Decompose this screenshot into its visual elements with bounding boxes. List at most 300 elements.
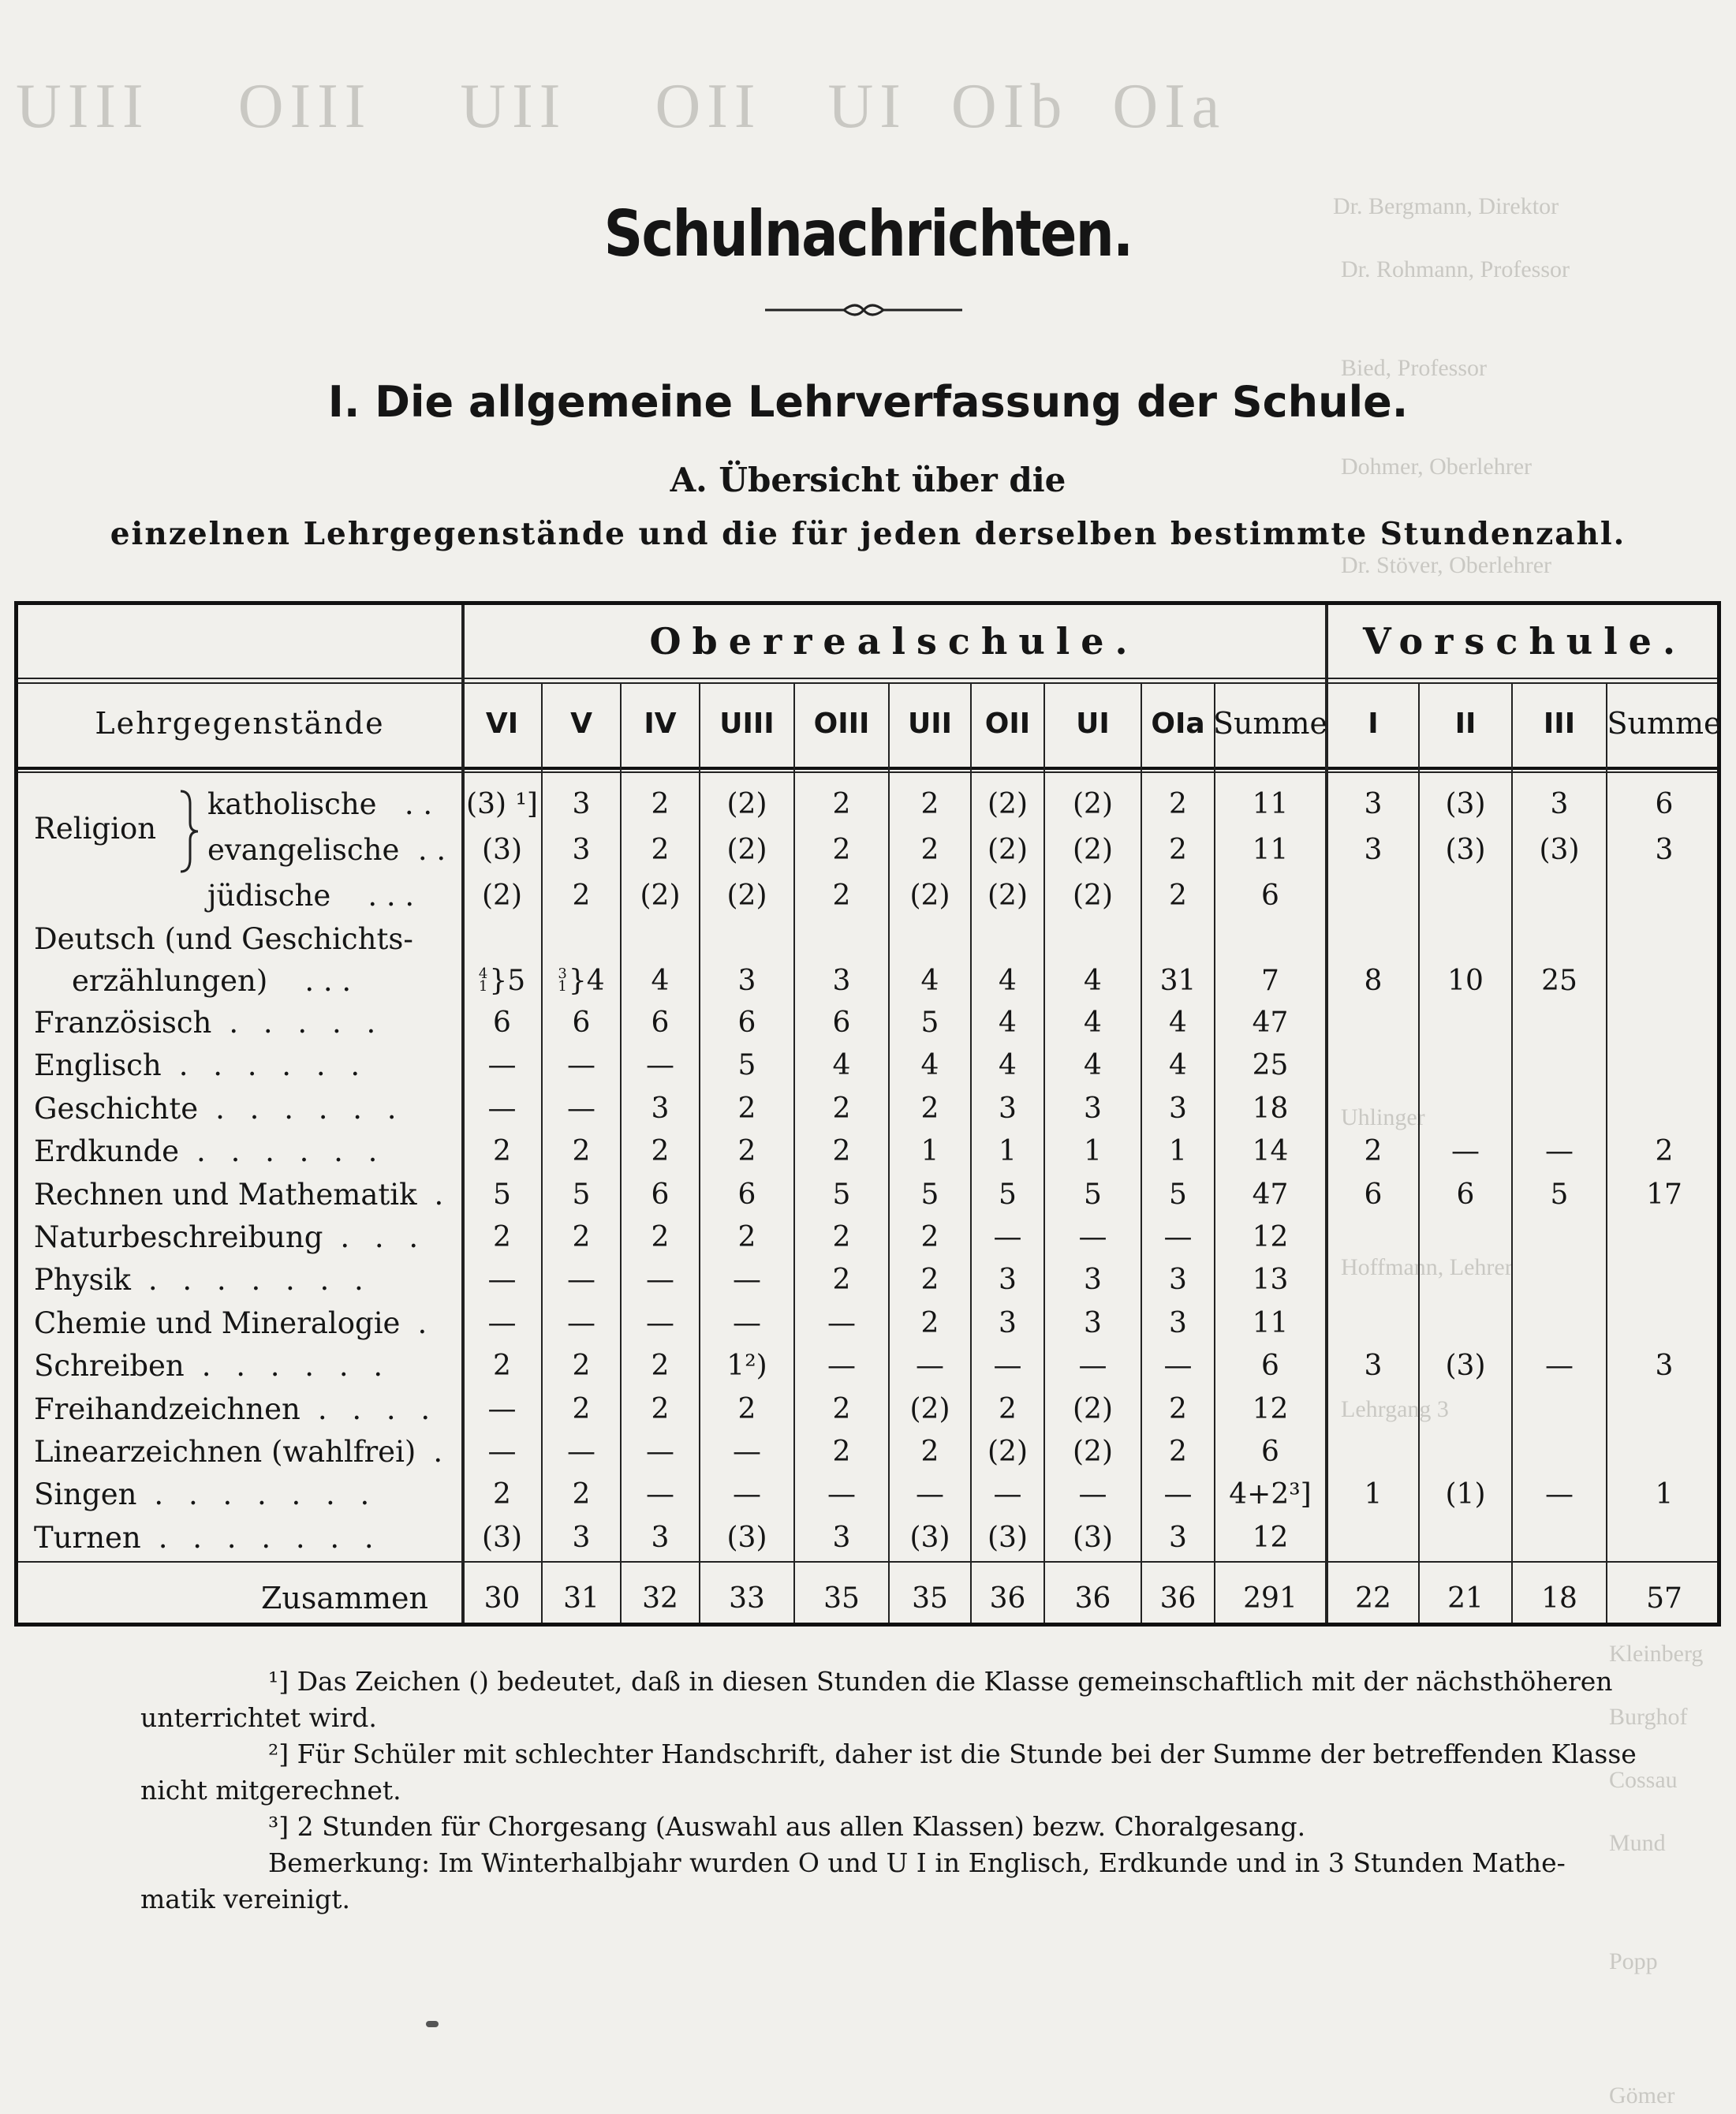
- subject-label-group: [34, 1216, 426, 1258]
- leader-dots: . . . .: [317, 1391, 439, 1426]
- table-cell: —: [733, 1477, 761, 1511]
- table-cell: 2: [651, 1220, 670, 1253]
- table-cell: 2: [737, 1220, 756, 1253]
- table-cell: 2: [1655, 1134, 1674, 1167]
- table-cell: (3): [726, 1521, 767, 1554]
- table-cell: —: [646, 1477, 674, 1511]
- table-cell: —: [1163, 1477, 1193, 1511]
- table-cell: 2: [572, 1392, 591, 1425]
- table-cell: 6: [737, 1006, 756, 1039]
- subject-label-group: [34, 1130, 385, 1172]
- column-header: Summe: [1212, 706, 1328, 741]
- table-cell: 2: [737, 1134, 756, 1167]
- ornament-divider: [765, 298, 962, 322]
- table-cell: 2: [651, 787, 670, 820]
- table-cell: 2: [572, 879, 591, 912]
- table-cell: (3) ¹]: [466, 787, 538, 820]
- table-cell: 11: [1252, 787, 1289, 820]
- table-cell: 2: [651, 1392, 670, 1425]
- table-cell: —: [567, 1435, 595, 1468]
- subsection-heading: A. Übersicht über die: [670, 461, 1066, 499]
- table-cell: 2: [920, 1435, 939, 1468]
- footnote-2-continued: nicht mitgerechnet.: [140, 1775, 401, 1806]
- column-header: V: [570, 707, 592, 740]
- leader-dots: . . .: [368, 878, 415, 913]
- table-cell: 4: [920, 1048, 939, 1081]
- table-cell: 1²): [726, 1349, 767, 1382]
- table-cell: 3: [1169, 1306, 1187, 1339]
- table-cell: 2: [832, 787, 851, 820]
- bleed-through-text: Lehrgang 3: [1341, 1396, 1449, 1422]
- leader-dots: . . . . . . .: [154, 1477, 378, 1511]
- table-cell: (3): [1445, 833, 1486, 866]
- footnote-2: ²] Für Schüler mit schlechter Handschrift, daher ist die Stunde bei der Summe der betreffenden Klasse: [268, 1739, 1637, 1769]
- table-cell: 2: [651, 833, 670, 866]
- bleed-through-header: UIII OIII UII OII UI OIb OIa: [16, 72, 1226, 141]
- table-cell: 4: [651, 964, 670, 997]
- table-row: [18, 1087, 1717, 1130]
- leader-dots: . .: [404, 786, 433, 821]
- group-header-oberrealschule: Oberrealschule.: [649, 620, 1139, 663]
- table-cell: 291: [1243, 1582, 1297, 1615]
- table-cell: (2): [640, 879, 681, 912]
- table-cell: 3: [651, 1521, 670, 1554]
- subject-label-group: [34, 1173, 451, 1216]
- leader-dots: . . . . . . .: [158, 1520, 382, 1555]
- column-header: VI: [485, 707, 519, 740]
- page-title: Schulnachrichten.: [603, 197, 1133, 271]
- table-cell: —: [487, 1392, 517, 1425]
- table-cell: (3): [482, 1521, 522, 1554]
- table-rule: [18, 767, 1717, 770]
- table-cell: 3: [572, 833, 591, 866]
- leader-dots: . . . . .: [229, 1005, 384, 1040]
- subject-label-group: [34, 1344, 390, 1387]
- leader-dots: . . .: [304, 963, 352, 998]
- table-cell: 2: [920, 1306, 939, 1339]
- table-cell: 1: [1655, 1477, 1674, 1511]
- subject-label-group: [34, 1087, 405, 1130]
- table-rule: [18, 771, 1717, 773]
- table-cell: —: [1163, 1349, 1193, 1382]
- table-cell: 3: [1169, 1263, 1187, 1296]
- table-cell: 2: [832, 1220, 851, 1253]
- subject-label-group: [34, 1516, 382, 1559]
- table-cell: 6: [1655, 787, 1674, 820]
- table-cell: (3): [482, 833, 522, 866]
- subject-label: Physik: [34, 1262, 131, 1297]
- table-row: [18, 1302, 1717, 1344]
- bleed-through-text: Mund: [1609, 1830, 1666, 1856]
- table-cell: 2: [920, 833, 939, 866]
- column-header: IV: [644, 707, 677, 740]
- table-cell: 2: [1169, 879, 1187, 912]
- table-cell: —: [567, 1048, 595, 1081]
- table-cell: 2: [920, 1092, 939, 1125]
- subject-label: katholische: [207, 786, 377, 821]
- table-cell: —: [1163, 1220, 1193, 1253]
- table-cell: 2: [999, 1392, 1017, 1425]
- subject-column-header: Lehrgegenstände: [95, 706, 385, 741]
- religion-subject-label: [207, 782, 432, 825]
- column-header: I: [1368, 707, 1379, 740]
- stack-bottom: 1: [478, 978, 488, 995]
- table-cell: 32: [642, 1582, 678, 1615]
- table-cell: 36: [1159, 1582, 1197, 1615]
- leader-dots: . . . . . . .: [147, 1262, 371, 1297]
- bleed-through-text: Dr. Rohmann, Professor: [1341, 256, 1570, 282]
- table-cell: 3: [1084, 1263, 1102, 1296]
- stack-bottom: 1: [558, 978, 567, 995]
- table-cell: —: [916, 1477, 944, 1511]
- table-cell: —: [646, 1306, 674, 1339]
- table-cell: 13: [1252, 1263, 1289, 1296]
- table-cell: 12: [1252, 1392, 1289, 1425]
- subject-label-group: [34, 1302, 435, 1344]
- table-cell: 1: [999, 1134, 1017, 1167]
- table-cell: 4: [1084, 1006, 1102, 1039]
- table-cell: 2: [920, 1263, 939, 1296]
- subject-label: Französisch: [34, 1005, 212, 1040]
- table-cell: 11: [1252, 1306, 1289, 1339]
- table-cell: —: [646, 1435, 674, 1468]
- cell-value: 4: [586, 964, 605, 997]
- table-cell: 2: [737, 1392, 756, 1425]
- religion-label: Religion: [34, 811, 157, 846]
- table-cell: 6: [1261, 1349, 1279, 1382]
- subject-label-group: [34, 1388, 438, 1430]
- column-header: UI: [1076, 707, 1110, 740]
- table-cell: (2): [1073, 1435, 1113, 1468]
- table-cell: 35: [823, 1582, 860, 1615]
- table-cell: 6: [1364, 1178, 1383, 1211]
- table-cell: 6: [737, 1178, 756, 1211]
- table-cell: 3: [1550, 787, 1569, 820]
- table-cell: —: [1545, 1349, 1574, 1382]
- table-cell: 2: [832, 1392, 851, 1425]
- column-header: Summe: [1607, 706, 1722, 741]
- table-cell: 57: [1646, 1582, 1682, 1615]
- footnote-1: ¹] Das Zeichen () bedeutet, daß in diesen Stunden die Klasse gemeinschaftlich mit der nächsthöheren: [268, 1666, 1613, 1697]
- table-cell: 2: [651, 1349, 670, 1382]
- table-cell: —: [993, 1349, 1022, 1382]
- table-cell: 12: [1252, 1220, 1289, 1253]
- column-header: OII: [984, 707, 1031, 740]
- table-cell: 25: [1541, 964, 1577, 997]
- table-cell: 4: [1169, 1048, 1187, 1081]
- table-cell: 3: [1655, 1349, 1674, 1382]
- table-cell: 47: [1252, 1006, 1289, 1039]
- table-cell: —: [1078, 1220, 1107, 1253]
- subject-label-group: [34, 1044, 368, 1086]
- subject-label: evangelische: [207, 832, 400, 867]
- table-cell: 6: [1261, 879, 1279, 912]
- table-cell: 2: [651, 1134, 670, 1167]
- table-cell: 3: [999, 1306, 1017, 1339]
- table-cell: 14: [1252, 1134, 1289, 1167]
- column-header: UIII: [719, 707, 775, 740]
- table-cell: 47: [1252, 1178, 1289, 1211]
- table-cell: (3): [1445, 1349, 1486, 1382]
- table-row: [18, 1516, 1717, 1559]
- table-cell: 1: [920, 1134, 939, 1167]
- table-cell: 6: [651, 1178, 670, 1211]
- table-cell: —: [646, 1048, 674, 1081]
- table-cell: (3): [1073, 1521, 1113, 1554]
- leader-dots: .: [434, 1177, 452, 1212]
- table-cell: 8: [1364, 964, 1383, 997]
- table-cell: 2: [493, 1349, 511, 1382]
- subject-label: Chemie und Mineralogie: [34, 1305, 401, 1340]
- table-cell: 2: [1169, 1435, 1187, 1468]
- table-cell: 17: [1646, 1178, 1682, 1211]
- table-cell: 2: [572, 1220, 591, 1253]
- leader-dots: . . . . . .: [178, 1048, 368, 1082]
- table-cell: —: [1078, 1477, 1107, 1511]
- table-cell: 2: [832, 1092, 851, 1125]
- table-cell: 2: [1169, 787, 1187, 820]
- remark-continued: matik vereinigt.: [140, 1884, 350, 1914]
- stacked-fraction: [478, 965, 488, 995]
- table-cell: 3: [1364, 1349, 1383, 1382]
- table-cell: 4: [1084, 964, 1102, 997]
- table-cell: 10: [1447, 964, 1484, 997]
- table-cell: 5: [1084, 1178, 1102, 1211]
- column-header: III: [1543, 707, 1576, 740]
- table-cell: 7: [1261, 964, 1279, 997]
- table-row: [18, 1258, 1717, 1301]
- table-row: [18, 828, 1717, 871]
- leader-dots: .: [417, 1305, 435, 1340]
- table-row: [18, 1173, 1717, 1216]
- table-cell: —: [916, 1349, 944, 1382]
- table-cell: —: [733, 1435, 761, 1468]
- table-cell: 5: [737, 1048, 756, 1081]
- table-cell: (2): [1073, 787, 1113, 820]
- bleed-through-text: Popp: [1609, 1948, 1658, 1974]
- table-cell: —: [1451, 1134, 1480, 1167]
- table-cell: —: [487, 1092, 517, 1125]
- table-cell: 18: [1541, 1582, 1577, 1615]
- table-cell: (2): [987, 787, 1028, 820]
- table-cell: 4 1 } 5: [478, 964, 526, 997]
- table-cell: —: [487, 1048, 517, 1081]
- religion-subject-label: [207, 874, 414, 917]
- total-label: Zusammen: [260, 1581, 428, 1615]
- table-cell: (2): [1073, 1392, 1113, 1425]
- table-cell: (2): [909, 1392, 950, 1425]
- table-row: [18, 874, 1717, 917]
- table-cell: 3: [999, 1263, 1017, 1296]
- table-cell: —: [567, 1092, 595, 1125]
- religion-subject-label: [207, 828, 446, 871]
- group-header-vorschule: Vorschule.: [1363, 620, 1686, 663]
- table-cell: 1: [1084, 1134, 1102, 1167]
- leader-dots: . .: [417, 832, 446, 867]
- table-cell: 6: [493, 1006, 511, 1039]
- leader-dots: .: [433, 1434, 451, 1469]
- bleed-through-text: Kleinberg: [1609, 1641, 1704, 1667]
- table-cell: 6: [572, 1006, 591, 1039]
- table-rule: [18, 1561, 1717, 1563]
- subject-label-group: [34, 1473, 377, 1515]
- table-row: [18, 1344, 1717, 1387]
- table-cell: 3: [1169, 1092, 1187, 1125]
- table-cell: —: [993, 1220, 1022, 1253]
- subject-label-group: [34, 1258, 371, 1301]
- table-cell: 4+2³]: [1229, 1477, 1312, 1511]
- table-cell: (2): [482, 879, 522, 912]
- subject-label-group: [34, 1001, 383, 1044]
- table-cell: 3: [651, 1092, 670, 1125]
- table-cell: (2): [909, 879, 950, 912]
- table-cell: 36: [989, 1582, 1026, 1615]
- subject-label: Schreiben: [34, 1348, 185, 1383]
- table-cell: 33: [729, 1582, 765, 1615]
- table-cell: 3: [1169, 1521, 1187, 1554]
- table-cell: 5: [920, 1178, 939, 1211]
- table-cell: 4: [832, 1048, 851, 1081]
- table-cell: 4: [999, 964, 1017, 997]
- table-cell: 3: [1364, 787, 1383, 820]
- table-cell: 2: [832, 879, 851, 912]
- table-cell: 3: [572, 787, 591, 820]
- bleed-through-text: Bied, Professor: [1341, 355, 1487, 381]
- table-cell: (3): [1539, 833, 1580, 866]
- table-cell: 3: [832, 1521, 851, 1554]
- stacked-fraction: [558, 965, 567, 995]
- table-cell: 31: [563, 1582, 599, 1615]
- bleed-through-text: Hoffmann, Lehrer: [1341, 1254, 1513, 1280]
- table-row-label-line: [18, 917, 1717, 960]
- table-cell: —: [827, 1306, 856, 1339]
- table-cell: 5: [920, 1006, 939, 1039]
- table-cell: 36: [1074, 1582, 1111, 1615]
- table-cell: 12: [1252, 1521, 1289, 1554]
- table-cell: 6: [832, 1006, 851, 1039]
- table-cell: 4: [999, 1048, 1017, 1081]
- lesson-table: [14, 601, 1721, 1627]
- table-cell: 3: [572, 1521, 591, 1554]
- table-cell: —: [733, 1306, 761, 1339]
- table-cell: 5: [999, 1178, 1017, 1211]
- table-cell: 5: [832, 1178, 851, 1211]
- table-cell: (2): [987, 879, 1028, 912]
- column-header: UII: [907, 707, 953, 740]
- table-cell: —: [1545, 1134, 1574, 1167]
- footnote-3: ³] 2 Stunden für Chorgesang (Auswahl aus allen Klassen) bezw. Choralgesang.: [268, 1811, 1306, 1842]
- subject-label: Englisch: [34, 1048, 162, 1082]
- total-row: [18, 1577, 1717, 1619]
- table-cell: —: [993, 1477, 1022, 1511]
- table-cell: 31: [1159, 964, 1197, 997]
- table-cell: 4: [1169, 1006, 1187, 1039]
- bleed-through-text: Gömer: [1609, 2082, 1675, 2108]
- section-heading: I. Die allgemeine Lehrverfassung der Schule.: [327, 377, 1409, 427]
- table-cell: 2: [572, 1477, 591, 1511]
- table-cell: 6: [1456, 1178, 1475, 1211]
- subject-label: erzählungen): [72, 963, 268, 998]
- table-cell: 3: [999, 1092, 1017, 1125]
- stack-top: 3: [558, 965, 567, 982]
- table-cell: (2): [1073, 833, 1113, 866]
- table-row: [18, 1430, 1717, 1473]
- subject-label: Deutsch (und Geschichts-: [34, 921, 413, 956]
- subject-label: jüdische: [207, 878, 331, 913]
- table-cell: 30: [483, 1582, 521, 1615]
- table-cell: —: [487, 1306, 517, 1339]
- table-cell: 11: [1252, 833, 1289, 866]
- table-cell: —: [827, 1349, 856, 1382]
- table-cell: 2: [1169, 833, 1187, 866]
- table-cell: 2: [1169, 1392, 1187, 1425]
- bleed-through-text: Dr. Stöver, Oberlehrer: [1341, 552, 1552, 578]
- table-cell: 3 1 } 4: [558, 964, 605, 997]
- table-cell: 22: [1355, 1582, 1391, 1615]
- table-cell: 5: [493, 1178, 511, 1211]
- subject-label: Erdkunde: [34, 1134, 180, 1168]
- table-cell: 2: [832, 1134, 851, 1167]
- table-cell: 1: [1364, 1477, 1383, 1511]
- bleed-through-text: Burghof: [1609, 1704, 1688, 1730]
- stack-top: 4: [478, 965, 488, 982]
- table-row: [18, 1130, 1717, 1172]
- bleed-through-text: Dohmer, Oberlehrer: [1341, 454, 1533, 480]
- table-cell: 1: [1169, 1134, 1187, 1167]
- table-cell: (3): [909, 1521, 950, 1554]
- remark: Bemerkung: Im Winterhalbjahr wurden O und U I in Englisch, Erdkunde und in 3 Stunden Mathe-: [268, 1847, 1566, 1878]
- table-cell: (1): [1445, 1477, 1486, 1511]
- table-cell: 6: [651, 1006, 670, 1039]
- table-cell: 2: [572, 1349, 591, 1382]
- table-cell: 35: [912, 1582, 948, 1615]
- table-cell: (2): [726, 879, 767, 912]
- table-row: [18, 1001, 1717, 1044]
- table-cell: (3): [987, 1521, 1028, 1554]
- table-row: [18, 1473, 1717, 1515]
- subject-label: Naturbeschreibung: [34, 1219, 323, 1254]
- subject-label-group: [34, 1430, 450, 1473]
- table-cell: —: [567, 1306, 595, 1339]
- table-cell: 3: [1655, 833, 1674, 866]
- table-row: [18, 782, 1717, 825]
- table-cell: (2): [726, 787, 767, 820]
- table-cell: —: [646, 1263, 674, 1296]
- table-cell: (3): [1445, 787, 1486, 820]
- table-cell: (2): [987, 833, 1028, 866]
- leader-dots: . . .: [340, 1219, 427, 1254]
- column-header: II: [1454, 707, 1477, 740]
- subject-label: Turnen: [34, 1520, 141, 1555]
- table-cell: 2: [920, 1220, 939, 1253]
- leader-dots: . . . . . .: [201, 1348, 391, 1383]
- subject-label: Geschichte: [34, 1091, 199, 1126]
- table-cell: 3: [1364, 833, 1383, 866]
- table-cell: 2: [832, 833, 851, 866]
- table-row: [18, 1388, 1717, 1430]
- subject-label: Singen: [34, 1477, 137, 1511]
- table-cell: —: [1545, 1477, 1574, 1511]
- table-cell: 2: [920, 787, 939, 820]
- table-row: [18, 1216, 1717, 1258]
- subsection-heading-line2: einzelnen Lehrgegenstände und die für jeden derselben bestimmte Stundenzahl.: [110, 516, 1626, 552]
- table-cell: —: [567, 1263, 595, 1296]
- column-header: OIa: [1151, 707, 1205, 740]
- bleed-through-text: Uhlinger: [1341, 1104, 1425, 1130]
- table-cell: 2: [493, 1220, 511, 1253]
- bleed-through-text: Cossau: [1609, 1767, 1678, 1793]
- table-cell: 21: [1447, 1582, 1484, 1615]
